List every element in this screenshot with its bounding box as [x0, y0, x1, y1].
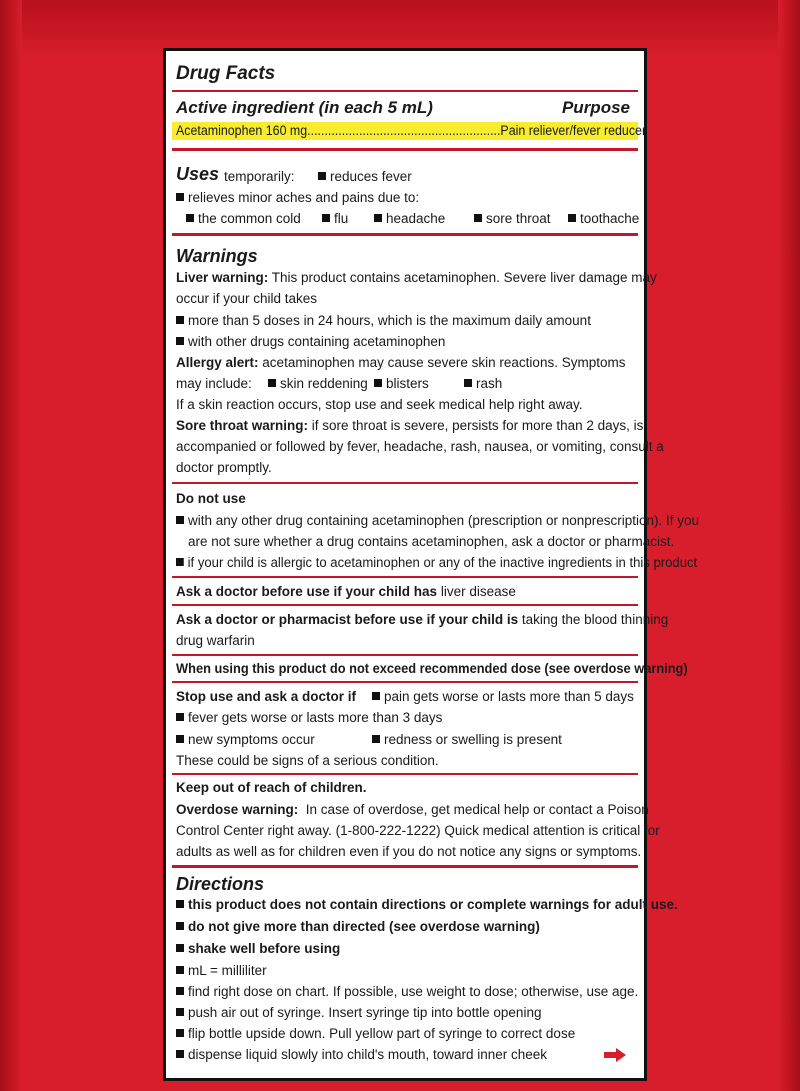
bullet-icon	[268, 379, 276, 387]
uses-title: Uses	[176, 164, 220, 184]
bullet-icon	[186, 214, 194, 222]
bullet-icon	[176, 1008, 184, 1016]
divider	[172, 90, 638, 92]
drug-facts-title: Drug Facts	[176, 63, 276, 84]
sore-throat-line1: Sore throat warning: if sore throat is severe, persists for more than 2 days, is	[176, 418, 644, 433]
directions-item: dispense liquid slowly into child's mouth, toward inner cheek	[176, 1047, 547, 1063]
allergy-alert-line2: may include:	[176, 376, 252, 391]
allergy-alert-line3: If a skin reaction occurs, stop use and seek medical help right away.	[176, 397, 583, 412]
bullet-icon	[568, 214, 576, 222]
box-left-edge	[0, 0, 22, 1091]
uses-item: sore throat	[474, 211, 551, 227]
stop-use-bullet: redness or swelling is present	[372, 732, 562, 748]
bullet-icon	[374, 379, 382, 387]
uses-item: the common cold	[186, 211, 301, 227]
divider	[172, 654, 638, 656]
divider	[172, 681, 638, 683]
warnings-title: Warnings	[176, 246, 258, 266]
ask-pharmacist-line2: drug warfarin	[176, 633, 255, 648]
bullet-icon	[372, 735, 380, 743]
uses-temporarily: temporarily:	[224, 169, 295, 184]
stop-use-closing: These could be signs of a serious condition.	[176, 753, 439, 768]
uses-reduces-fever: reduces fever	[318, 169, 412, 185]
bullet-icon	[372, 692, 380, 700]
overdose-line3: adults as well as for children even if you do not notice any signs or symptoms.	[176, 844, 642, 859]
purpose-heading: Purpose	[561, 98, 630, 117]
overdose-line2: Control Center right away. (1-800-222-1222) Quick medical attention is critical for	[176, 823, 660, 838]
uses-item: toothache	[568, 211, 639, 227]
directions-item: mL = milliliter	[176, 963, 267, 979]
bullet-icon	[176, 558, 184, 566]
directions-item: find right dose on chart. If possible, use weight to dose; otherwise, use age.	[176, 984, 638, 1000]
uses-item: headache	[374, 211, 445, 227]
liver-bullet: with other drugs containing acetaminophen	[176, 334, 445, 350]
bullet-icon	[176, 713, 184, 721]
when-using-line: When using this product do not exceed recommended dose (see overdose warning)	[176, 661, 688, 676]
bullet-icon	[464, 379, 472, 387]
bullet-icon	[176, 966, 184, 974]
liver-warning-line2: occur if your child takes	[176, 291, 318, 306]
stop-use-bullet: new symptoms occur	[176, 732, 315, 748]
bullet-icon	[176, 193, 184, 201]
keep-out-title: Keep out of reach of children.	[176, 780, 367, 795]
directions-bold-item: this product does not contain directions or complete warnings for adult use.	[176, 897, 678, 913]
bullet-icon	[176, 337, 184, 345]
sore-throat-line2: accompanied or followed by fever, headache, rash, nausea, or vomiting, consult a	[176, 439, 664, 454]
bullet-icon	[176, 1050, 184, 1058]
bullet-icon	[176, 516, 184, 524]
stop-use-bullet: fever gets worse or lasts more than 3 days	[176, 710, 442, 726]
ask-doctor-line: Ask a doctor before use if your child has liver disease	[176, 584, 516, 599]
bullet-icon	[176, 900, 184, 908]
bullet-icon	[176, 316, 184, 324]
divider	[172, 148, 638, 151]
allergy-alert-line1: Allergy alert: acetaminophen may cause severe skin reactions. Symptoms	[176, 355, 626, 370]
directions-item: push air out of syringe. Insert syringe tip into bottle opening	[176, 1005, 541, 1021]
bullet-icon	[176, 944, 184, 952]
bullet-icon	[318, 172, 326, 180]
uses-relieves: relieves minor aches and pains due to:	[176, 190, 419, 206]
do-not-use-bullet: if your child is allergic to acetaminophen or any of the inactive ingredients in this product	[176, 555, 697, 571]
bullet-icon	[322, 214, 330, 222]
do-not-use-title: Do not use	[176, 491, 246, 506]
overdose-line1: Overdose warning: In case of overdose, get medical help or contact a Poison	[176, 802, 649, 817]
divider	[172, 604, 638, 606]
divider	[172, 233, 638, 236]
drug-facts-panel	[163, 48, 700, 1081]
bullet-icon	[176, 1029, 184, 1037]
directions-bold-item: shake well before using	[176, 941, 340, 957]
bullet-icon	[176, 987, 184, 995]
divider	[172, 482, 638, 484]
divider	[172, 773, 638, 775]
liver-bullet: more than 5 doses in 24 hours, which is the maximum daily amount	[176, 313, 591, 329]
stop-use-line1: Stop use and ask a doctor if	[176, 689, 357, 704]
active-ingredient-heading: Active ingredient (in each 5 mL)	[176, 98, 433, 117]
bullet-icon	[176, 735, 184, 743]
ingredient-line: Acetaminophen 160 mg........................................................Pain reliever/fever reducer	[176, 123, 647, 138]
divider	[172, 865, 638, 868]
allergy-item: blisters	[374, 376, 429, 392]
bullet-icon	[474, 214, 482, 222]
liver-warning-line1: Liver warning: This product contains acetaminophen. Severe liver damage may	[176, 270, 657, 285]
bullet-icon	[176, 922, 184, 930]
divider	[172, 576, 638, 578]
do-not-use-bullet: with any other drug containing acetaminophen (prescription or nonprescription). If you	[176, 513, 699, 529]
directions-bold-item: do not give more than directed (see overdose warning)	[176, 919, 540, 935]
uses-item: flu	[322, 211, 348, 227]
directions-item: flip bottle upside down. Pull yellow part of syringe to correct dose	[176, 1026, 575, 1042]
do-not-use-bullet-cont: are not sure whether a drug contains acetaminophen, ask a doctor or pharmacist.	[188, 534, 675, 549]
allergy-item: skin reddening	[268, 376, 368, 392]
stop-use-bullet: pain gets worse or lasts more than 5 days	[372, 689, 634, 705]
box-right-edge	[778, 0, 800, 1091]
allergy-item: rash	[464, 376, 502, 392]
bullet-icon	[374, 214, 382, 222]
arrow-right-icon	[604, 1048, 626, 1062]
ask-pharmacist-line1: Ask a doctor or pharmacist before use if your child is taking the blood thinning	[176, 612, 669, 627]
sore-throat-line3: doctor promptly.	[176, 460, 272, 475]
directions-title: Directions	[176, 874, 265, 894]
